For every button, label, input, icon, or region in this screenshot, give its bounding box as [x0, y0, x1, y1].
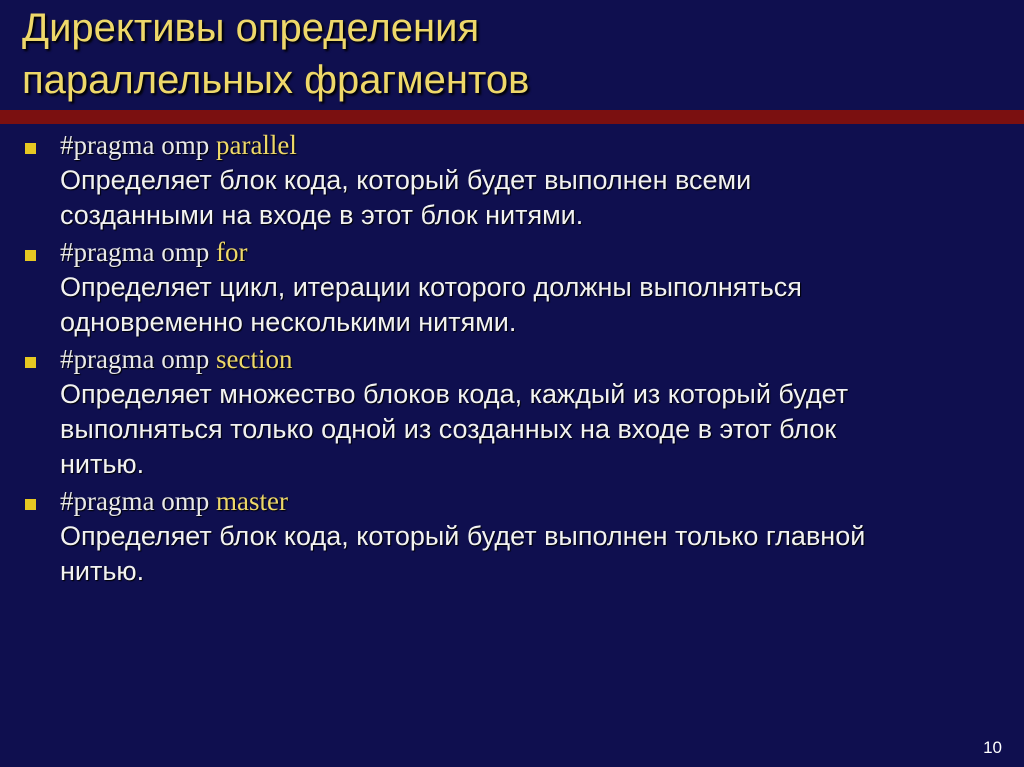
description-line: Определяет блок кода, который будет выполнен только главной	[60, 521, 866, 551]
description-line: одновременно несколькими нитями.	[60, 307, 517, 337]
bullet-list	[20, 128, 1010, 591]
bullet-item-parallel	[20, 128, 1010, 233]
bullet-item-master	[20, 484, 1010, 589]
pragma-prefix: #pragma omp	[60, 486, 210, 516]
title-underline-bar	[0, 110, 1024, 124]
pragma-keyword: section	[215, 344, 293, 374]
description-line: Определяет блок кода, который будет выполнен всеми	[60, 165, 752, 195]
pragma-prefix: #pragma omp	[60, 237, 210, 267]
square-bullet-icon	[25, 357, 36, 368]
slide-title-line-1: Директивы определения	[22, 6, 480, 50]
pragma-line	[60, 484, 1010, 519]
description-line: Определяет множество блоков кода, каждый из который будет	[60, 379, 849, 409]
description-line: созданными на входе в этот блок нитями.	[60, 200, 584, 230]
pragma-line	[60, 128, 1010, 163]
description-line: нитью.	[60, 556, 145, 586]
square-bullet-icon	[25, 250, 36, 261]
pragma-keyword: for	[215, 237, 248, 267]
pragma-line	[60, 342, 1010, 377]
pragma-keyword: parallel	[215, 130, 297, 160]
square-bullet-icon	[25, 499, 36, 510]
square-bullet-icon	[25, 143, 36, 154]
description-line: Определяет цикл, итерации которого должны выполняться	[60, 272, 802, 302]
page-number: 10	[983, 738, 1002, 757]
slide-title	[22, 2, 982, 106]
slide-title-line-2: параллельных фрагментов	[22, 58, 530, 102]
bullet-item-section	[20, 342, 1010, 482]
description-line: выполняться только одной из созданных на входе в этот блок	[60, 414, 837, 444]
bullet-item-for	[20, 235, 1010, 340]
pragma-prefix: #pragma omp	[60, 344, 210, 374]
pragma-keyword: master	[215, 486, 288, 516]
pragma-line	[60, 235, 1010, 270]
description-line: нитью.	[60, 449, 145, 479]
pragma-prefix: #pragma omp	[60, 130, 210, 160]
